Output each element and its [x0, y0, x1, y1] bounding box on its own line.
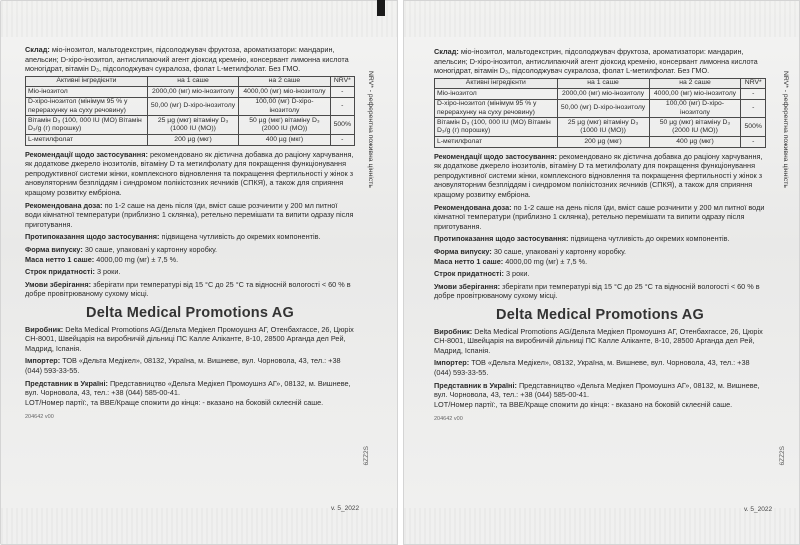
shelf-life: Строк придатності: 3 роки.	[434, 269, 530, 279]
table-row	[26, 135, 355, 145]
table-cell: 200 µg (мкг)	[147, 135, 238, 145]
table-cell: 100,00 (мг) D-хіро-інозитолу	[239, 97, 330, 116]
contraindications: Протипоказання щодо застосування: підвищена чутливість до окремих компонентів.	[434, 234, 730, 244]
table-cell: D-хіро-інозитол (мінімум 95 % у перерахунку на суху речовину)	[435, 99, 558, 118]
bottom-seal	[404, 508, 799, 544]
table-header-row	[26, 76, 355, 86]
nrv-footnote: NRV* - референтна поживна цінність	[782, 71, 789, 188]
brand-name: Delta Medical Promotions AG	[496, 306, 704, 323]
dose: Рекомендована доза: по 1-2 саше на день після їди, вміст саше розчинити у 200 мл питної води кімнатної температури (приблизно 1 склянка), ретельно перемішати та випити одразу після приготування.	[434, 202, 765, 231]
ingredients-table	[25, 76, 355, 146]
table-cell: L-метилфолат	[26, 135, 148, 145]
table-cell: -	[741, 137, 766, 147]
table-row	[435, 99, 766, 118]
ingredients-table	[434, 78, 766, 148]
recommendations: Рекомендації щодо застосування: рекомендовано як дієтична добавка до раціону харчування, як додаткове джерело інозитолів, вітаміну D та метилфолату для покращення функціонування репродуктивної системи жінки, комплексного відновлення та покращення фертильності у жінок з ановуляторним безпліддям і синдромом полікістозних яєчників (СПКЯ), а також для сприяння кращому розвитку ембріона.	[434, 151, 763, 199]
table-cell: 25 µg (мкг) вітаміну D₃ (1000 IU (МО))	[147, 116, 238, 135]
table-header: на 1 саше	[147, 76, 238, 86]
bottom-seal	[1, 508, 397, 544]
dose: Рекомендована доза: по 1-2 саше на день після їди, вміст саше розчинити у 200 мл питної води кімнатної температури (приблизно 1 склянка), ретельно перемішати та випити одразу після приготування.	[25, 200, 354, 229]
table-cell: 400 µg (мкг)	[239, 135, 330, 145]
importer: Імпортер: ТОВ «Дельта Медікел», 08132, Україна, м. Вишневе, вул. Чорновола, 43, тел.: +38 (044) 593-33-55.	[25, 356, 341, 375]
table-row	[435, 89, 766, 99]
top-seal	[404, 1, 799, 37]
table-row	[26, 97, 355, 116]
table-header: Активні інгредієнти	[435, 78, 558, 88]
manufacturer: Виробник: Delta Medical Promotions AG/Дельта Медікел Промоушнз АГ, Отенбахгассе, 26, Цюріх CH-8001, Швейцарія на виробничій дільниці ПС Калле Аліканте, 8-10, 28500 Арганда дел Рей, Мадрид, Іспанія.	[25, 324, 354, 353]
table-cell: 25 µg (мкг) вітаміну D₃ (1000 IU (МО))	[557, 118, 649, 137]
representative: Представник в Україні: Представництво «Дельта Медікел Промоушнз АГ», 08132, м. Вишневе, вул. Чорновола, 43, тел.: +38 (044) 585-00-41.	[434, 380, 760, 400]
side-code: 6ZZ2S	[779, 446, 786, 466]
table-cell: -	[330, 87, 354, 97]
table-row	[435, 118, 766, 137]
table-cell: 4000,00 (мг) міо-інозитолу	[649, 89, 741, 99]
table-cell: 2000,00 (мг) міо-інозитолу	[147, 87, 238, 97]
table-header: на 1 саше	[557, 78, 649, 88]
importer: Імпортер: ТОВ «Дельта Медікел», 08132, Україна, м. Вишневе, вул. Чорновола, 43, тел.: +38 (044) 593-33-55.	[434, 358, 750, 377]
table-cell: L-метилфолат	[435, 137, 558, 147]
storage: Умови зберігання: зберігати при температурі від 15 °С до 25 °С та відносній вологості < 60 % в добре провітрюваному сухому місці.	[25, 279, 351, 299]
table-cell: -	[330, 135, 354, 145]
contraindications: Протипоказання щодо застосування: підвищена чутливість до окремих компонентів.	[25, 232, 321, 242]
net-mass: Маса нетто 1 саше: 4000,00 mg (мг) ± 7,5 %.	[434, 256, 588, 266]
lot-info: LOT/Номер партії:, та ВВЕ/Краще спожити до кінця: - вказано на боковій склеєній саше.	[434, 399, 733, 409]
table-cell: 50 µg (мкг) вітаміну D₃ (2000 IU (МО))	[239, 116, 330, 135]
release-form: Форма випуску: 30 саше, упаковані у картонну коробку.	[25, 244, 218, 254]
table-cell: 200 µg (мкг)	[557, 137, 649, 147]
table-cell: Міо-інозитол	[435, 89, 558, 99]
table-cell: -	[741, 99, 766, 118]
table-cell: 500%	[741, 118, 766, 137]
table-cell: -	[741, 89, 766, 99]
version-label: v. 5_2022	[331, 505, 360, 512]
composition: Склад: міо-інозитол, мальтодекстрин, підсолоджувач фруктоза, ароматизатори: мандарин, апельсин; D-хіро-інозитол, антислипаючий агент діоксид кремнію, консервант лимонна кислота моногідрат, вітамін D₃, підсолоджувач сукралоза, фолат L-метилфолат. Без ГМО.	[434, 47, 758, 76]
print-code: 204642 v00	[25, 414, 54, 421]
top-seal	[1, 1, 397, 37]
table-cell: -	[330, 97, 354, 116]
brand-name: Delta Medical Promotions AG	[86, 304, 294, 321]
label-content	[25, 45, 355, 423]
table-cell: 500%	[330, 116, 354, 135]
recommendations: Рекомендації щодо застосування: рекомендовано як дієтична добавка до раціону харчування, як додаткове джерело інозитолів, вітаміну D та метилфолату для покращення функціонування репродуктивної системи жінки, комплексного відновлення та покращення фертильності у жінок з ановуляторним безпліддям і синдромом полікістозних яєчників (СПКЯ), а також для сприяння кращому розвитку ембріона.	[25, 149, 354, 197]
manufacturer: Виробник: Delta Medical Promotions AG/Дельта Медікел Промоушнз АГ, Отенбахгассе, 26, Цюріх CH-8001, Швейцарія на виробничій дільниці ПС Калле Аліканте, 8-10, 28500 Арганда дел Рей, Мадрид, Іспанія.	[434, 326, 763, 355]
table-row	[26, 116, 355, 135]
table-row	[26, 87, 355, 97]
table-cell: 100,00 (мг) D-хіро-інозитолу	[649, 99, 741, 118]
label-content	[434, 47, 766, 425]
lot-info: LOT/Номер партії:, та ВВЕ/Краще спожити до кінця: - вказано на боковій склеєній саше.	[25, 397, 324, 407]
table-row	[435, 137, 766, 147]
table-cell: 50,00 (мг) D-хіро-інозитолу	[147, 97, 238, 116]
table-header-row	[435, 78, 766, 88]
table-header: Активні інгредієнти	[26, 76, 148, 86]
composition: Склад: міо-інозитол, мальтодекстрин, підсолоджувач фруктоза, ароматизатори: мандарин, апельсин; D-хіро-інозитол, антислипаючий агент діоксид кремнію, консервант лимонна кислота моногідрат, вітамін D₃, підсолоджувач сукралоза, фолат L-метилфолат. Без ГМО.	[25, 45, 349, 74]
side-code: 6ZZ2S	[363, 446, 370, 466]
table-header: NRV*	[741, 78, 766, 88]
table-header: NRV*	[330, 76, 354, 86]
table-cell: 2000,00 (мг) міо-інозитолу	[557, 89, 649, 99]
table-cell: D-хіро-інозитол (мінімум 95 % у перерахунку на суху речовину)	[26, 97, 148, 116]
table-cell: 50 µg (мкг) вітаміну D₃ (2000 IU (МО))	[649, 118, 741, 137]
table-cell: 50,00 (мг) D-хіро-інозитолу	[557, 99, 649, 118]
storage: Умови зберігання: зберігати при температурі від 15 °С до 25 °С та відносній вологості < 60 % в добре провітрюваному сухому місці.	[434, 281, 760, 301]
table-cell: 4000,00 (мг) міо-інозитолу	[239, 87, 330, 97]
table-cell: 400 µg (мкг)	[649, 137, 741, 147]
sachet-right	[403, 0, 800, 545]
table-cell: Міо-інозитол	[26, 87, 148, 97]
table-cell: Вітамін D₃ (100, 000 IU (МО) Вітамін D₃/g (г) порошку)	[435, 118, 558, 137]
release-form: Форма випуску: 30 саше, упаковані у картонну коробку.	[434, 246, 627, 256]
shelf-life: Строк придатності: 3 роки.	[25, 267, 121, 277]
sachet-left	[0, 0, 398, 545]
print-code: 204642 v00	[434, 416, 463, 423]
tear-notch	[377, 0, 385, 16]
version-label: v. 5_2022	[744, 506, 773, 513]
nrv-footnote: NRV* - референтна поживна цінність	[367, 71, 374, 188]
table-header: на 2 саше	[239, 76, 330, 86]
table-header: на 2 саше	[649, 78, 741, 88]
table-cell: Вітамін D₃ (100, 000 IU (МО) Вітамін D₃/g (г) порошку)	[26, 116, 148, 135]
net-mass: Маса нетто 1 саше: 4000,00 mg (мг) ± 7,5 %.	[25, 254, 179, 264]
representative: Представник в Україні: Представництво «Дельта Медікел Промоушнз АГ», 08132, м. Вишневе, вул. Чорновола, 43, тел.: +38 (044) 585-00-41.	[25, 378, 351, 398]
